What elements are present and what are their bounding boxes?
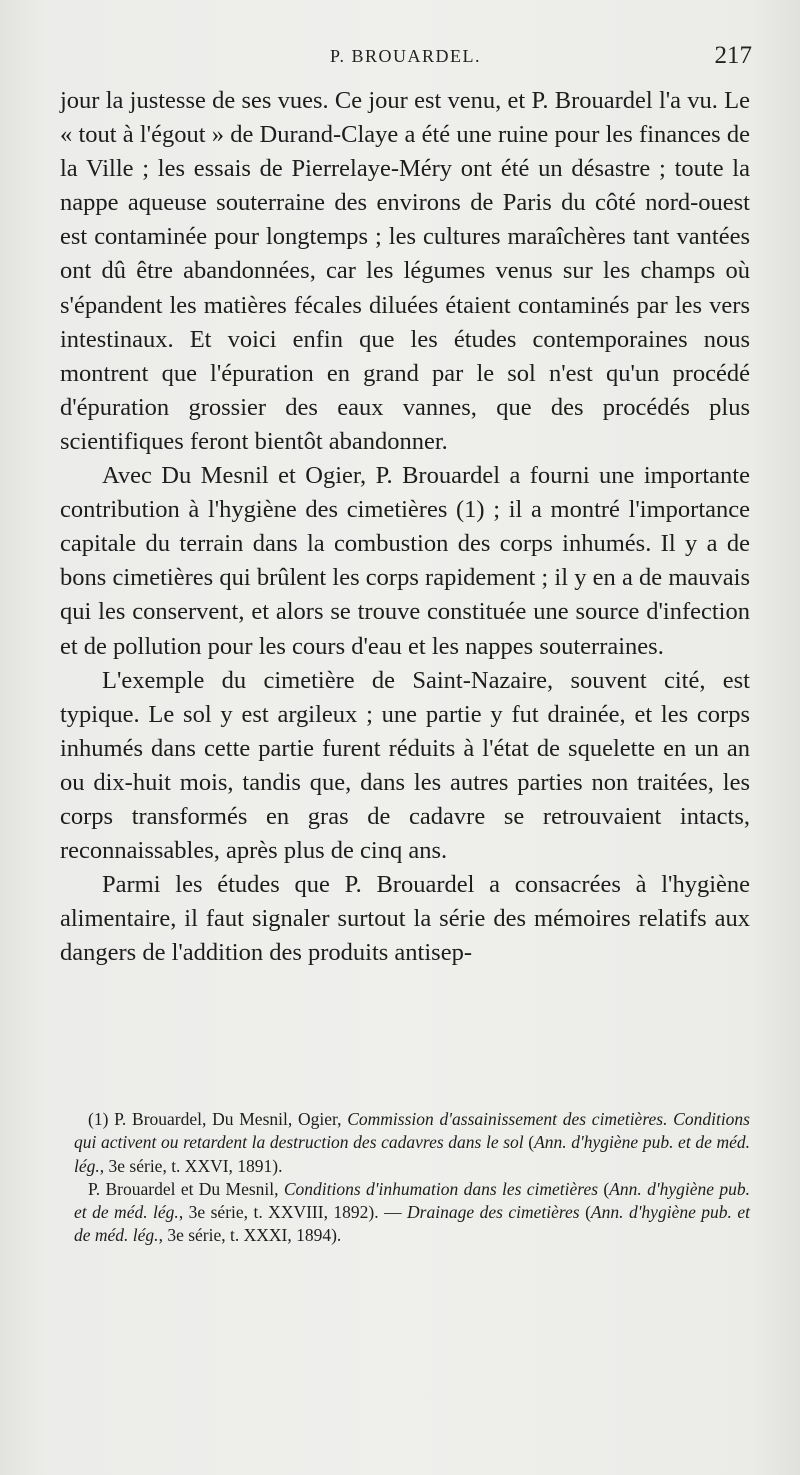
footnote-paren: ( xyxy=(523,1132,535,1153)
footnote-citation: , 3e série, t. XXVI, 1891). xyxy=(99,1155,283,1176)
footnote-citation: , 3e série, t. XXXI, 1894). xyxy=(158,1225,342,1246)
footnote-paren: ( xyxy=(598,1178,610,1199)
body-text xyxy=(60,84,750,970)
footnote-citation: , 3e série, t. XXVIII, 1892). — xyxy=(178,1202,408,1223)
footnote-1 xyxy=(74,1108,750,1178)
page-header xyxy=(0,42,800,76)
page-number: 217 xyxy=(714,42,752,69)
footnote-authors: P. Brouardel et Du Mesnil, xyxy=(88,1178,284,1199)
paragraph-3: L'exemple du cimetière de Saint-Nazaire, souvent cité, est typique. Le sol y est argileux ; une partie y fut drainée, et les corps inhumés dans cette partie furent réduits à l'état de squelette en un an ou dix-huit mois, tandis que, dans les autres parties non traitées, les corps transformés en gras de cadavre se retrouvaient intacts, reconnaissables, après plus de cinq ans. xyxy=(60,666,750,865)
footnote-title: Conditions d'inhumation dans les cimetières xyxy=(283,1178,599,1199)
footnote-marker: (1) xyxy=(88,1109,115,1129)
paragraph-2: Avec Du Mesnil et Ogier, P. Brouardel a fourni une importante contribution à l'hygiène des cimetières (1) ; il a montré l'importance capitale du terrain dans la combustion des corps inhumés. Il y a de bons cimetières qui brûlent les corps rapidement ; il y en a de mauvais qui les conservent, et alors se trouve constituée une source d'infection et de pollution pour les cours d'eau et les nappes souterraines. xyxy=(60,462,750,660)
footnote-title: Commission d'assainissement des cimetières. Conditions qui activent ou retardent la destruction des cadavres dans le sol xyxy=(74,1109,750,1153)
running-head: P. BROUARDEL. xyxy=(330,46,482,66)
footnote-2 xyxy=(74,1178,750,1248)
footnote-authors: P. Brouardel, Du Mesnil, Ogier, xyxy=(114,1109,348,1129)
paragraph-4: Parmi les études que P. Brouardel a consacrées à l'hygiène alimentaire, il faut signaler surtout la série des mémoires relatifs aux dangers de l'addition des produits antisep- xyxy=(60,871,750,967)
footnote-paren: ( xyxy=(579,1202,591,1223)
footnotes xyxy=(74,1108,750,1248)
footnote-title: Drainage des cimetières xyxy=(407,1202,580,1223)
paragraph-1: jour la justesse de ses vues. Ce jour est venu, et P. Brouardel l'a vu. Le « tout à l'égout » de Durand-Claye a été une ruine pour les finances de la Ville ; les essais de Pierrelaye-Méry ont été un désastre ; toute la nappe aqueuse souterraine des environs de Paris du côté nord-ouest est contaminée pour longtemps ; les cultures maraîchères tant vantées ont dû être abandonnées, car les légumes venus sur les champs où s'épandent les matières fécales diluées étaient contaminés par les vers intestinaux. Et voici enfin que les études contemporaines nous montrent que l'épuration en grand par le sol n'est qu'un procédé d'épuration grossier des eaux vannes, que des procédés plus scientifiques feront bientôt abandonner. xyxy=(60,87,750,455)
footnote-journal: Ann. d'hygiène pub. et de méd. lég. xyxy=(74,1178,750,1223)
footnote-journal: Ann. d'hygiène pub. et de méd. lég. xyxy=(74,1132,750,1176)
footnote-journal: Ann. d'hygiène pub. et de méd. lég. xyxy=(74,1202,751,1246)
